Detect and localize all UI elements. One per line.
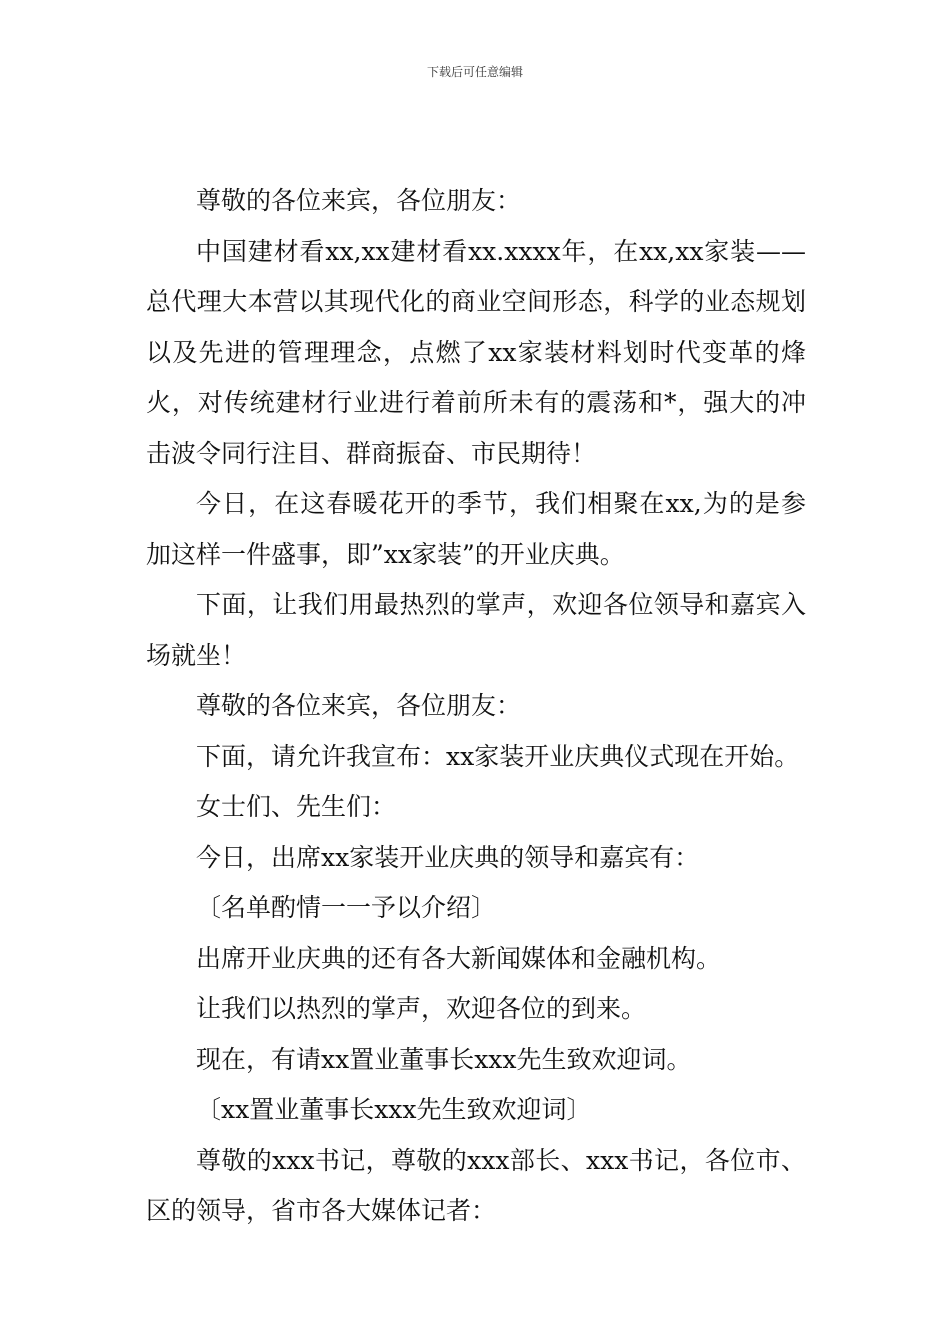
page-header: 下载后可任意编辑 — [426, 65, 523, 79]
paragraph-intro: 中国建材看xx,xx建材看xx.xxxx年，在xx,xx家装——总代理大本营以其现代化的商业空间形态，科学的业态规划以及先进的管理理念，点燃了xx家装材料划时代变革的烽火，对传统建材行业进行着前所未有的震荡和*，强大的冲击波令同行注目、群商振奋、市民期待！ — [146, 236, 806, 468]
paragraph-guests: 今日，出席xx家装开业庆典的领导和嘉宾有： — [196, 842, 700, 872]
paragraph-welcome: 下面，让我们用最热烈的掌声，欢迎各位领导和嘉宾入场就坐！ — [146, 590, 806, 670]
paragraph-chairman-speech: 〔xx置业董事长xxx先生致欢迎词〕 — [196, 1095, 592, 1124]
paragraph-ladies: 女士们、先生们： — [196, 792, 397, 821]
paragraph-namelist: 〔名单酌情一一予以介绍〕 — [196, 893, 497, 922]
paragraph-greeting-2: 尊敬的各位来宾，各位朋友： — [196, 691, 522, 720]
paragraph-invite-chairman: 现在，有请xx置业董事长xxx先生致欢迎词。 — [196, 1044, 692, 1074]
paragraph-gathering: 今日，在这春暖花开的季节，我们相聚在xx,为的是参加这样一件盛事，即”xx家装”的开业庆典。 — [146, 489, 806, 569]
paragraph-announce: 下面，请允许我宣布：xx家装开业庆典仪式现在开始。 — [196, 741, 800, 771]
paragraph-media: 出席开业庆典的还有各大新闻媒体和金融机构。 — [196, 943, 722, 973]
paragraph-greeting-1: 尊敬的各位来宾，各位朋友： — [196, 186, 522, 215]
document-body — [146, 176, 806, 1237]
paragraph-address: 尊敬的xxx书记，尊敬的xxx部长、xxx书记，各位市、区的领导，省市各大媒体记者： — [146, 1145, 806, 1225]
paragraph-applause: 让我们以热烈的掌声，欢迎各位的到来。 — [196, 994, 647, 1023]
